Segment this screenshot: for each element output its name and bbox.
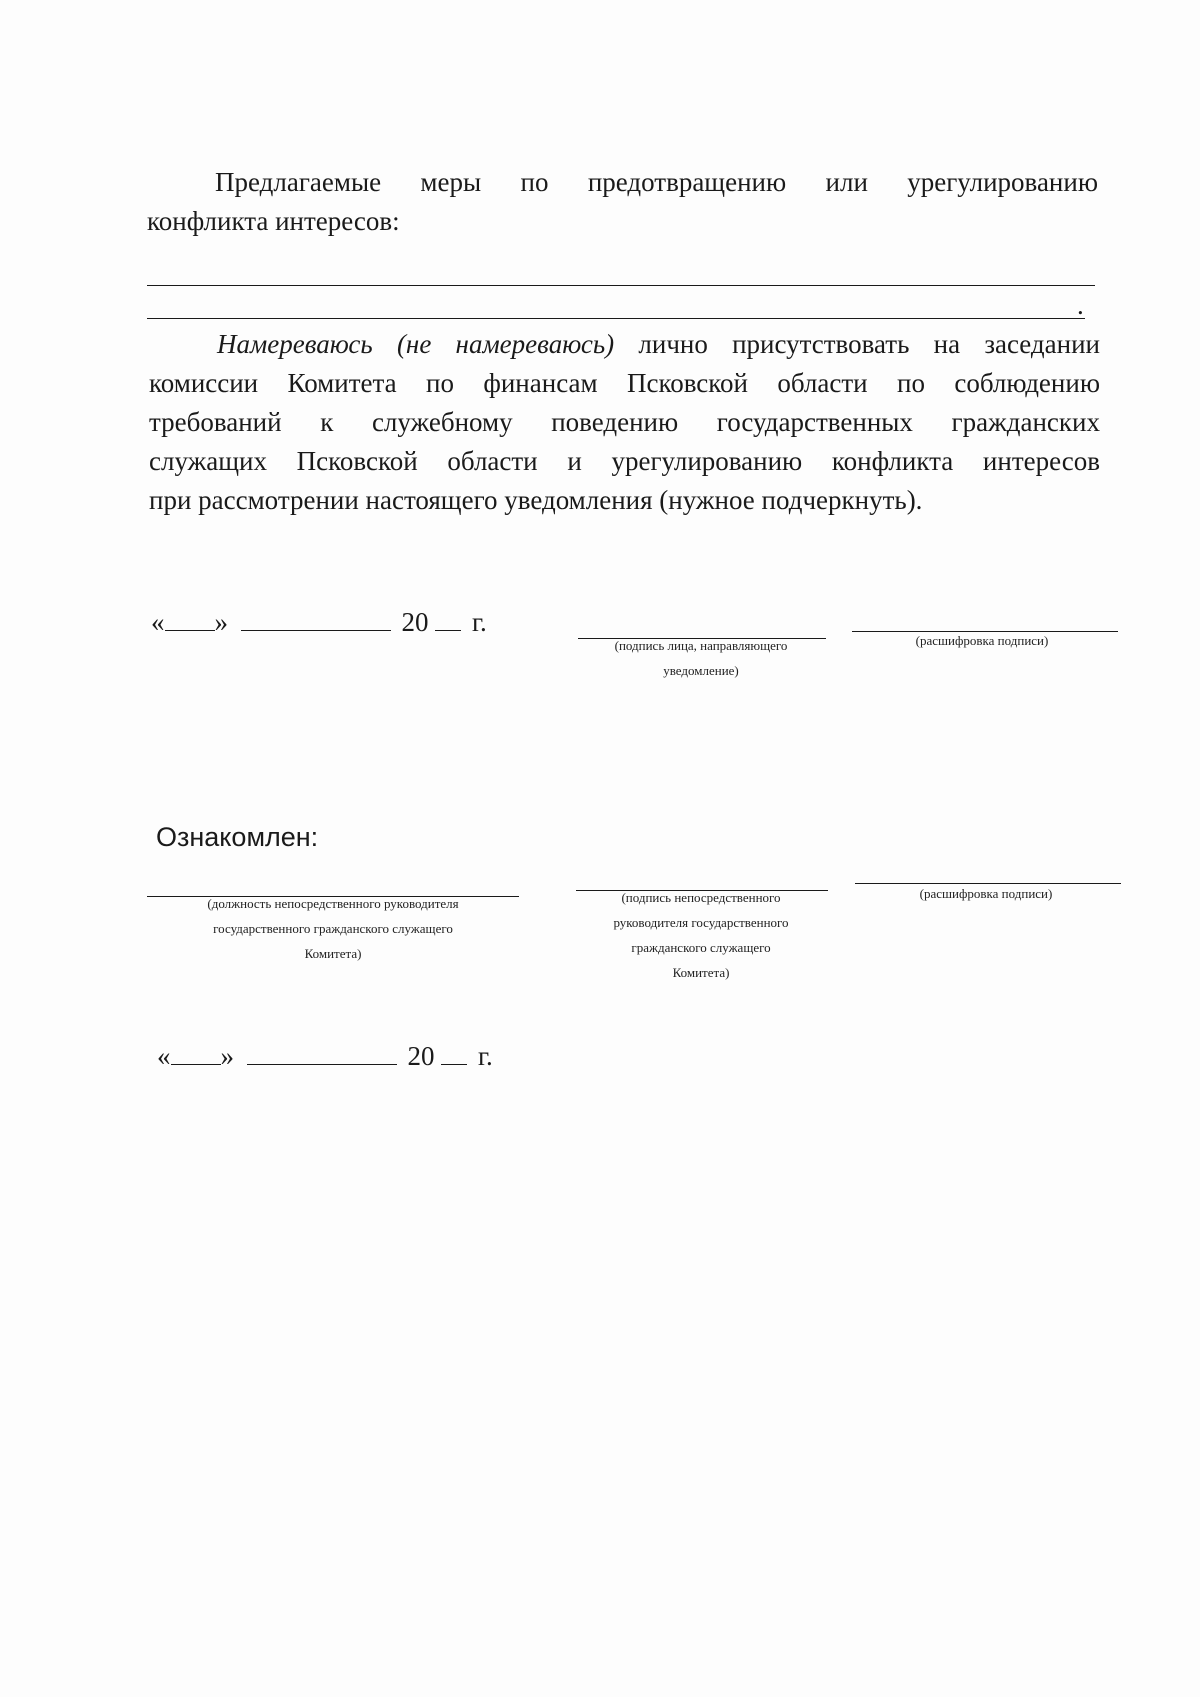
supervisor-decode-caption	[855, 881, 1117, 906]
date1-close-quote: »	[214, 607, 228, 637]
measures-line-2: конфликта интересов:	[147, 206, 400, 236]
intent-italic-phrase: Намереваюсь (не намереваюсь)	[217, 329, 615, 359]
intent-line-1	[149, 325, 1100, 364]
measures-fill-line-1[interactable]	[147, 285, 1095, 286]
date1-open-quote: «	[151, 607, 165, 637]
measures-line-1: Предлагаемые меры по предотвращению или урегулированию	[215, 167, 1098, 197]
position-caption	[147, 891, 519, 966]
position-caption-line-2: государственного гражданского служащего	[213, 921, 453, 936]
intent-line-2: комиссии Комитета по финансам Псковской области по соблюдению	[149, 368, 1100, 398]
signature1-decode-caption-text: (расшифровка подписи)	[915, 633, 1049, 648]
date2-close-quote: »	[220, 1041, 234, 1071]
date2-open-quote: «	[157, 1041, 171, 1071]
intent-line-3: требований к служебному поведению государственных гражданских	[149, 407, 1100, 437]
measures-fill-line-2[interactable]	[147, 318, 1085, 319]
date1-year-suffix: г.	[472, 607, 487, 637]
date1-month-field[interactable]	[241, 608, 391, 631]
intent-line-4: служащих Псковской области и урегулированию конфликта интересов	[149, 446, 1100, 476]
date1-year-prefix: 20	[401, 607, 429, 637]
date1-day-field[interactable]	[165, 608, 215, 631]
signature1-decode-caption	[852, 628, 1112, 653]
signature1-caption-line-1: (подпись лица, направляющего	[614, 638, 788, 653]
date-line-1	[151, 607, 487, 638]
intent-line-1-rest: лично присутствовать на заседании	[614, 329, 1100, 359]
date2-year-suffix: г.	[478, 1041, 493, 1071]
signature1-caption-line-2: уведомление)	[663, 663, 739, 678]
date2-month-field[interactable]	[247, 1042, 397, 1065]
date-line-2	[157, 1041, 493, 1072]
supervisor-signature-caption-line-2: руководителя государственного	[613, 915, 789, 930]
measures-paragraph	[147, 163, 1098, 241]
supervisor-decode-caption-text: (расшифровка подписи)	[919, 886, 1053, 901]
supervisor-signature-caption-line-1: (подпись непосредственного	[621, 890, 781, 905]
supervisor-signature-caption-line-3: гражданского служащего	[631, 940, 771, 955]
position-caption-line-1: (должность непосредственного руководителя	[207, 896, 459, 911]
intent-line-5: при рассмотрении настоящего уведомления (нужное подчеркнуть).	[149, 485, 923, 515]
position-caption-line-3: Комитета)	[304, 946, 362, 961]
signature1-caption	[570, 633, 832, 683]
supervisor-signature-caption	[570, 885, 832, 985]
supervisor-signature-caption-line-4: Комитета)	[672, 965, 730, 980]
intent-paragraph	[149, 325, 1100, 520]
measures-end-mark: .	[1077, 290, 1084, 320]
date2-year-prefix: 20	[407, 1041, 435, 1071]
date1-year-field[interactable]	[435, 608, 461, 631]
date2-day-field[interactable]	[171, 1042, 221, 1065]
acknowledged-heading: Ознакомлен:	[156, 822, 319, 852]
date2-year-field[interactable]	[441, 1042, 467, 1065]
